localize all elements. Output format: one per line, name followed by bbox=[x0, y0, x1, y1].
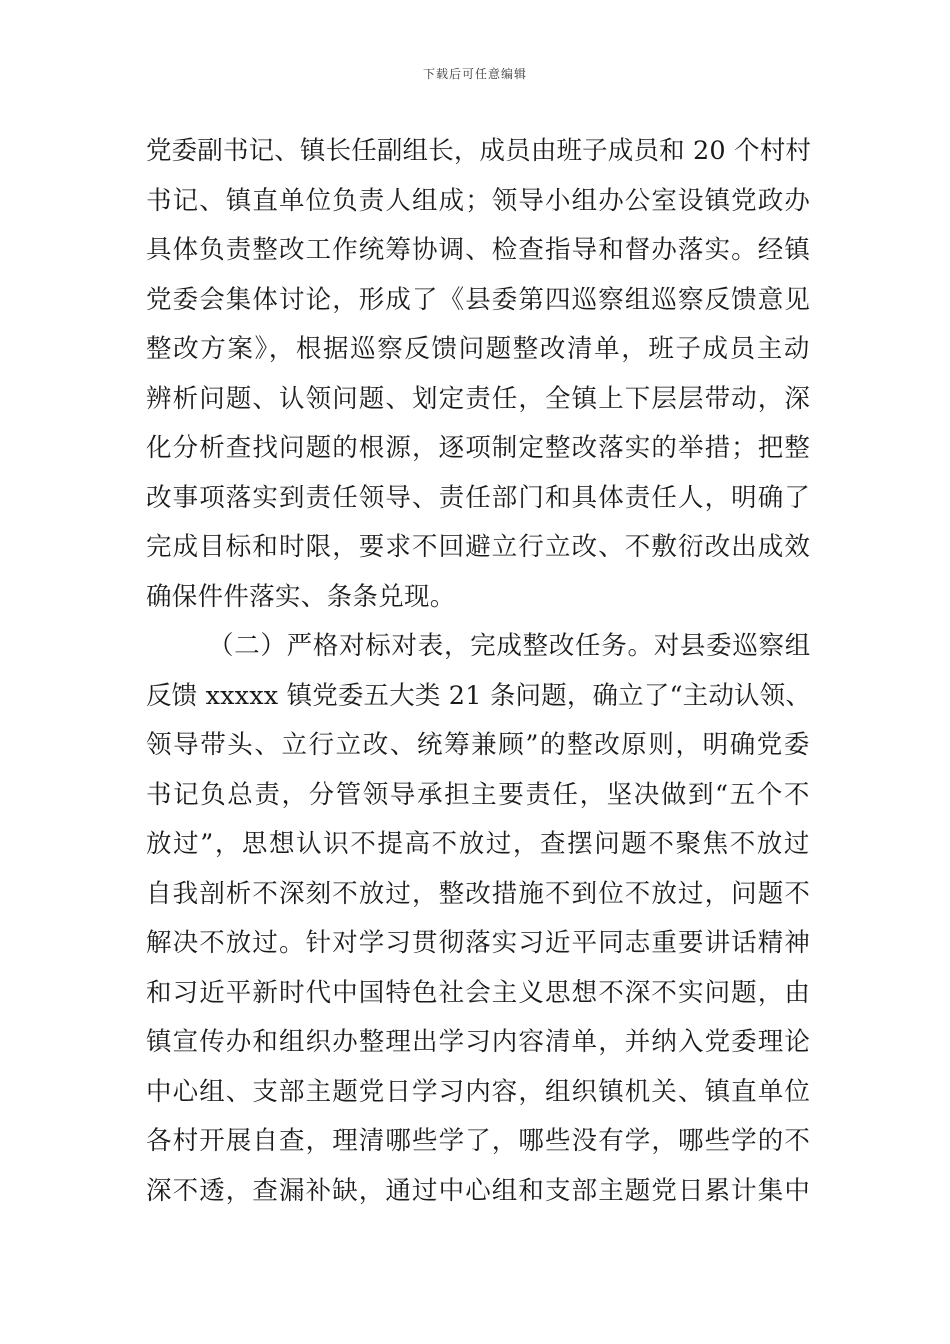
text-line: 党委副书记、镇长任副组长，成员由班子成员和 20 个村村 bbox=[146, 136, 811, 166]
text-line: 改事项落实到责任领导、责任部门和具体责任人，明确了 bbox=[146, 482, 811, 513]
text-line: 镇宣传办和组织办整理出学习内容清单，并纳入党委理论 bbox=[146, 1027, 811, 1057]
text-line: 自我剖析不深刻不放过，整改措施不到位不放过，问题不 bbox=[146, 878, 811, 909]
text-line: 各村开展自查，理清哪些学了，哪些没有学，哪些学的不 bbox=[146, 1126, 811, 1156]
text-line: 反馈 xxxxx 镇党委五大类 21 条问题，确立了“主动认领、 bbox=[146, 680, 811, 711]
text-line: 党委会集体讨论，形成了《县委第四巡察组巡察反馈意见 bbox=[146, 284, 811, 315]
text-line: 整改方案》，根据巡察反馈问题整改清单，班子成员主动 bbox=[146, 334, 811, 364]
text-line: 深不透，查漏补缺，通过中心组和支部主题党日累计集中 bbox=[146, 1175, 811, 1206]
text-line: 放过”，思想认识不提高不放过，查摆问题不聚焦不放过 bbox=[146, 829, 811, 859]
text-line: 辨析问题、认领问题、划定责任，全镇上下层层带动，深 bbox=[146, 383, 811, 414]
text-line: 书记负总责，分管领导承担主要责任，坚决做到“五个不 bbox=[146, 779, 811, 810]
text-line: 和习近平新时代中国特色社会主义思想不深不实问题，由 bbox=[146, 977, 811, 1008]
text-line: 确保件件落实、条条兑现。 bbox=[146, 581, 456, 612]
text-line: 完成目标和时限，要求不回避立行立改、不敷衍改出成效 bbox=[146, 532, 811, 562]
page-header-note: 下载后可任意编辑 bbox=[422, 67, 527, 81]
text-line: 书记、镇直单位负责人组成；领导小组办公室设镇党政办 bbox=[146, 185, 811, 216]
text-line: 化分析查找问题的根源，逐项制定整改落实的举措；把整 bbox=[146, 433, 811, 463]
text-line: 领导带头、立行立改、统筹兼顾”的整改原则，明确党委 bbox=[146, 730, 811, 760]
document-body bbox=[146, 127, 811, 1216]
text-line: 具体负责整改工作统筹协调、检查指导和督办落实。经镇 bbox=[146, 235, 811, 265]
text-line: （二）严格对标对表，完成整改任务。对县委巡察组 bbox=[208, 631, 811, 661]
text-line: 解决不放过。针对学习贯彻落实习近平同志重要讲话精神 bbox=[146, 928, 811, 958]
text-line: 中心组、支部主题党日学习内容，组织镇机关、镇直单位 bbox=[146, 1076, 811, 1107]
